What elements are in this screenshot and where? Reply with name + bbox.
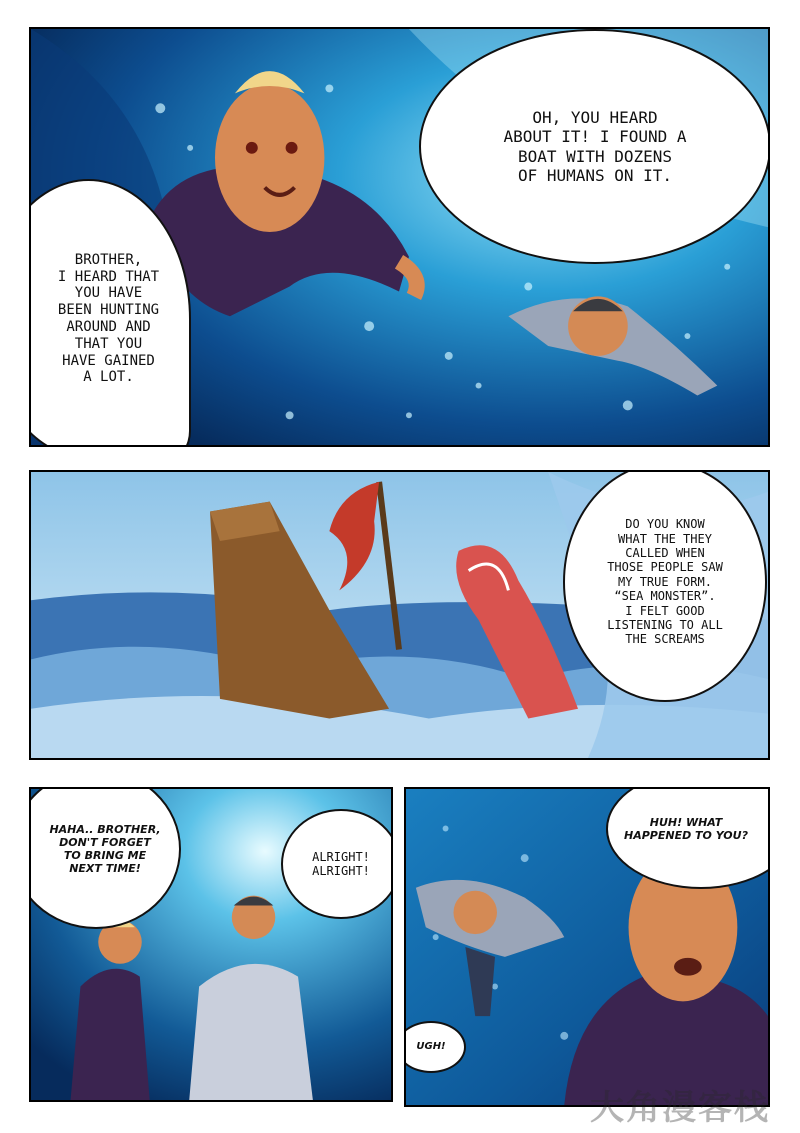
speech-text: UGH! <box>416 1041 446 1052</box>
speech-text: BROTHER, I HEARD THAT YOU HAVE BEEN HUNTING AROUND AND THAT YOU HAVE GAINED A LOT. <box>57 251 160 386</box>
speech-bubble-found-boat <box>419 29 770 264</box>
speech-bubble-alright <box>281 809 393 919</box>
panel-4 <box>404 787 770 1107</box>
panel-1 <box>29 27 770 447</box>
panel-2 <box>29 470 770 760</box>
panel-3 <box>29 787 393 1102</box>
speech-text: DO YOU KNOW WHAT THE THEY CALLED WHEN THOSE PEOPLE SAW MY TRUE FORM. “SEA MONSTER”. I FELT GOOD LISTENING TO ALL THE SCREAMS <box>607 517 723 647</box>
speech-text: HAHA.. BROTHER, DON'T FORGET TO BRING ME NEXT TIME! <box>49 822 161 876</box>
speech-text: ALRIGHT! ALRIGHT! <box>312 849 370 878</box>
speech-text: HUH! WHAT HAPPENED TO YOU? <box>624 815 748 842</box>
speech-text: OH, YOU HEARD ABOUT IT! I FOUND A BOAT WITH DOZENS OF HUMANS ON IT. <box>503 108 687 185</box>
speech-bubble-sea-monster <box>563 470 767 702</box>
watermark-logo: 大角漫客栈 <box>590 1088 770 1128</box>
